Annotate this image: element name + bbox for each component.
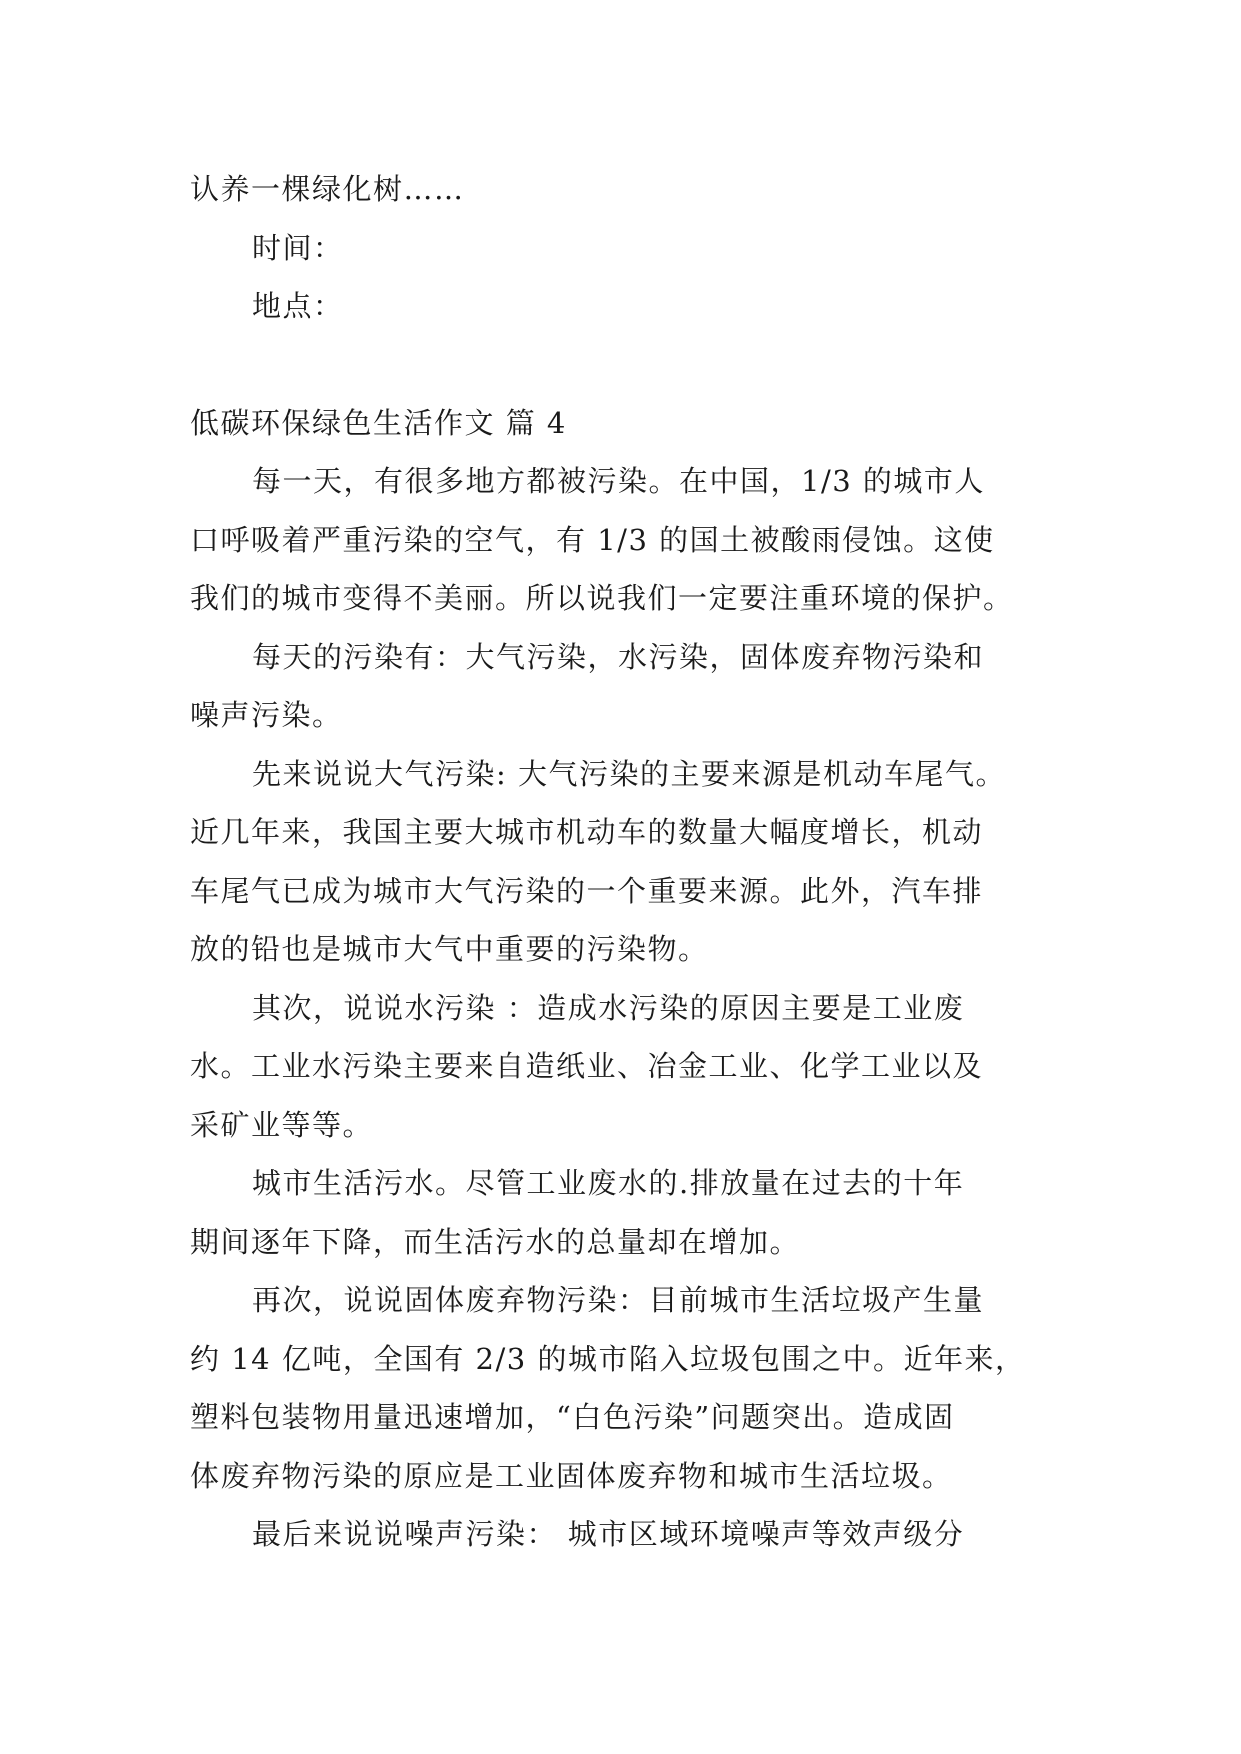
paragraph-line: 约 14 亿吨，全国有 2/3 的城市陷入垃圾包围之中。近年来， [190,1341,1026,1376]
paragraph-line: 塑料包装物用量迅速增加，“白色污染”问题突出。造成固 [190,1400,955,1434]
paragraph-line: 车尾气已成为城市大气污染的一个重要来源。此外，汽车排 [190,873,984,908]
paragraph-line: 采矿业等等。 [190,1107,374,1142]
paragraph-line: 我们的城市变得不美丽。所以说我们一定要注重环境的保护。 [190,581,1014,615]
text-line: 认养一棵绿化树…… [190,172,465,206]
document-body [190,160,1050,1564]
paragraph-line: 最后来说说噪声污染： 城市区域环境噪声等效声级分 [252,1517,965,1551]
paragraph-line: 水。工业水污染主要来自造纸业、冶金工业、化学工业以及 [190,1049,984,1083]
paragraph-line: 期间逐年下降，而生活污水的总量却在增加。 [190,1224,801,1259]
paragraph-line: 城市生活污水。尽管工业废水的.排放量在过去的十年 [252,1166,965,1200]
paragraph-line: 再次，说说固体废弃物污染：目前城市生活垃圾产生量 [252,1283,985,1317]
paragraph-line: 放的铅也是城市大气中重要的污染物。 [190,932,709,966]
paragraph-line: 其次，说说水污染 ：造成水污染的原因主要是工业废 [252,990,965,1025]
time-label: 时间： [252,230,344,265]
place-label: 地点： [252,289,344,323]
paragraph-line: 每天的污染有：大气污染，水污染，固体废弃物污染和 [252,639,985,674]
paragraph-line: 口呼吸着严重污染的空气，有 1/3 的国土被酸雨侵蚀。这使 [190,522,995,557]
paragraph-line: 先来说说大气污染: 大气污染的主要来源是机动车尾气。 [252,756,1006,791]
section-heading: 低碳环保绿色生活作文 篇 4 [190,405,567,440]
paragraph-line: 近几年来，我国主要大城市机动车的数量大幅度增长，机动 [190,815,984,849]
paragraph-line: 噪声污染。 [190,698,343,732]
blank-line [190,336,1050,394]
paragraph-line: 每一天，有很多地方都被污染。在中国，1/3 的城市人 [252,464,985,498]
paragraph-line: 体废弃物污染的原应是工业固体废弃物和城市生活垃圾。 [190,1458,953,1493]
